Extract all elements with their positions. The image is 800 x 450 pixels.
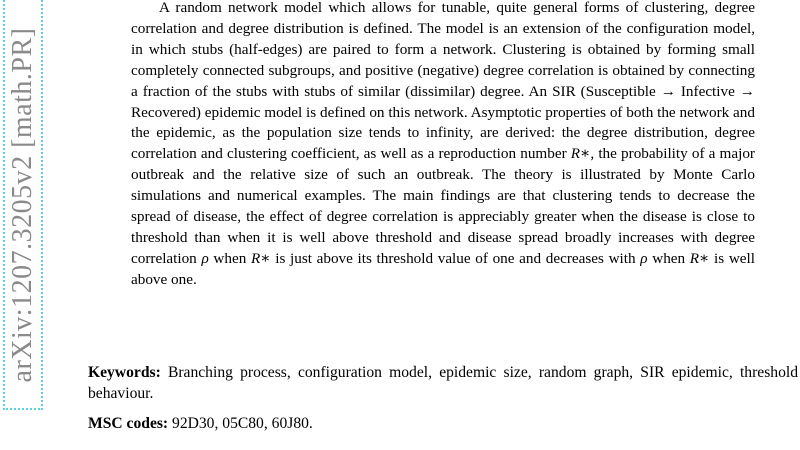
reproduction-number-symbol: R∗ xyxy=(570,145,591,163)
rho-symbol: ρ xyxy=(201,249,209,267)
abstract-text-part-4: is just above its threshold value of one and decreases with xyxy=(270,249,641,267)
abstract-paragraph xyxy=(131,0,755,291)
abstract-text xyxy=(131,0,755,291)
msc-codes-section xyxy=(88,413,788,434)
abstract-text-part-3: when xyxy=(208,249,251,267)
keywords-label: Keywords: xyxy=(88,364,161,381)
abstract-text-part-6: is well above one. xyxy=(131,249,755,288)
keywords-section xyxy=(88,362,798,404)
msc-codes-label: MSC codes: xyxy=(88,415,169,432)
arxiv-identifier: arXiv:1207.3205v2 [math.PR] xyxy=(7,27,38,383)
abstract-text-part-5: when xyxy=(647,249,690,267)
keywords-text: Branching process, configuration model, epidemic size, random graph, SIR epidemic, threshold behaviour. xyxy=(88,364,798,402)
abstract-text-part-1: A random network model which allows for tunable, quite general forms of clustering, degree correlation and degree distribution is defined. The model is an extension of the configuration model, in which stubs (half-edges) are paired to form a network. Clustering is obtained by forming small completely connected subgroups, and positive (negative) degree correlation is obtained by connecting a fraction of the stubs with stubs of similar (dissimilar) degree. An SIR (Susceptible → Infective → Recovered) epidemic model is defined on this network. Asymptotic properties of both the network and the epidemic, as the population size tends to infinity, are derived: the degree distribution, degree correlation and clustering coefficient, as well as a reproduction number xyxy=(131,0,755,163)
rho-symbol: ρ xyxy=(640,249,648,267)
reproduction-number-symbol: R∗ xyxy=(689,249,710,267)
msc-codes-text: 92D30, 05C80, 60J80. xyxy=(168,415,313,432)
abstract-text-part-2: , the probability of a major outbreak and the relative size of such an outbreak. The theory is illustrated by Monte Carlo simulations and numerical examples. The main findings are that clustering tends to decrease the spread of disease, the effect of degree correlation is appreciably greater when the disease is close to threshold than when it is well above threshold and disease spread broadly increases with degree correlation xyxy=(131,145,755,267)
reproduction-number-symbol: R∗ xyxy=(250,249,271,267)
